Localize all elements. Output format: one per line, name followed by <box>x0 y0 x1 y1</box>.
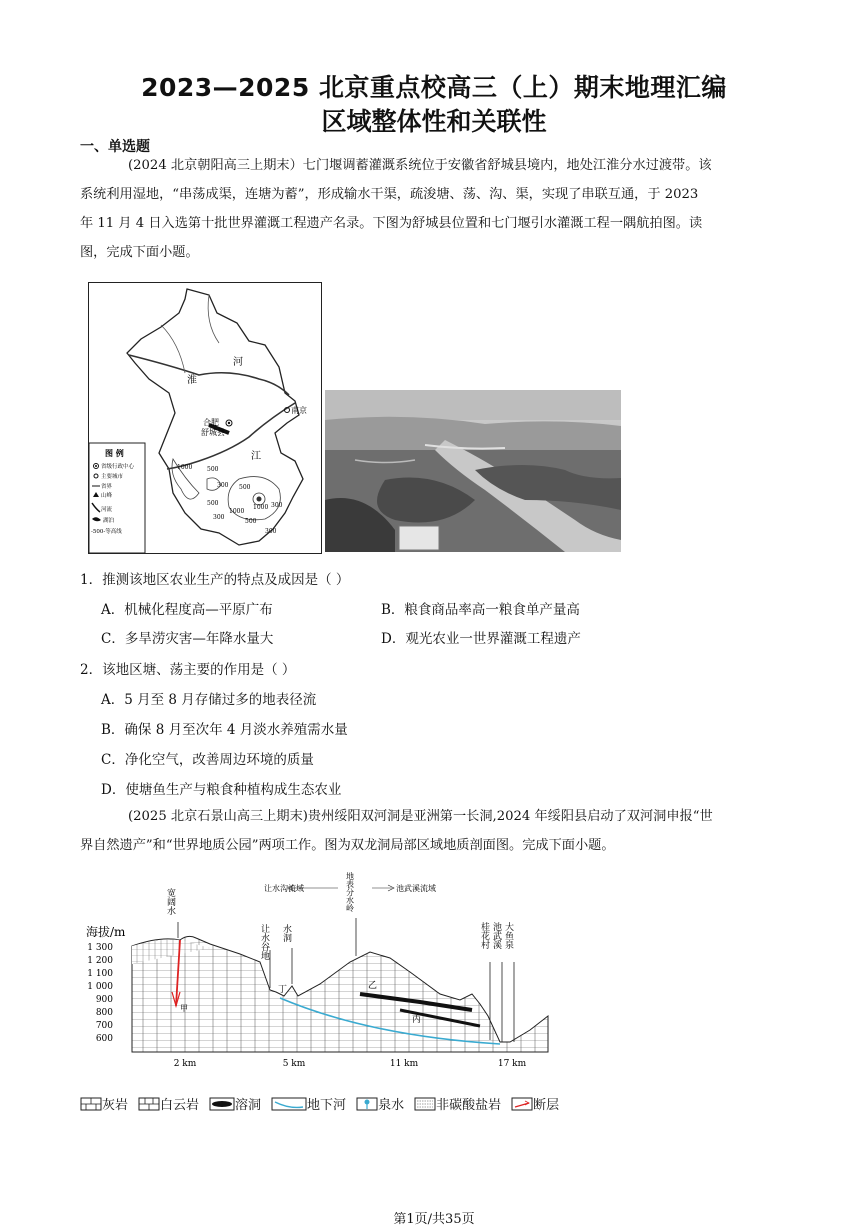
contour-label: 1000 <box>177 464 193 471</box>
legend-item: 省级行政中心 <box>101 464 135 470</box>
contour-label: 300 <box>213 514 225 521</box>
y-tick: 1 300 <box>87 943 113 953</box>
rangshui-valley-label: 让水谷地 <box>259 924 269 960</box>
jiang-label: 江 <box>251 451 261 462</box>
map-legend <box>89 443 145 553</box>
legend-item: 河流 <box>101 507 113 513</box>
anhui-map <box>88 282 322 554</box>
contour-label: 500 <box>207 466 219 473</box>
y-tick: 700 <box>95 1021 113 1031</box>
passage-2-line: 界自然遗产”和“世界地质公园”两项工作。图为双龙洞局部区域地质剖面图。完成下面小题。 <box>80 838 615 853</box>
y-tick: 1 000 <box>87 982 113 992</box>
y-tick: 600 <box>95 1034 113 1044</box>
legend-dolomite-label: 白云岩 <box>160 1098 200 1113</box>
contour-label: 500 <box>245 518 257 525</box>
question-1-option-b: B．粮食商品率高一粮食单产量高 <box>381 602 580 618</box>
x-tick: 5 km <box>282 1059 306 1069</box>
section-heading: 一、单选题 <box>80 139 150 155</box>
legend-fault <box>511 1094 559 1113</box>
legend-underground-river <box>271 1094 346 1113</box>
contour-label: 500 <box>207 500 219 507</box>
cave-icon <box>209 1097 235 1111</box>
question-2-option-c: C．净化空气，改善周边环境的质量 <box>101 752 314 768</box>
nanjing-label: 南京 <box>291 406 307 415</box>
legend-limestone <box>80 1094 128 1113</box>
page-subtitle: 区域整体性和关联性 <box>321 107 547 136</box>
question-2-option-d: D．使塘鱼生产与粮食种植构成生态农业 <box>101 782 342 798</box>
legend-item: -500-等高线 <box>91 529 122 535</box>
profile-legend <box>80 1094 565 1113</box>
geologic-profile-svg <box>80 866 560 1076</box>
hefei-label: 合肥 <box>203 418 219 427</box>
noncarbonate-icon <box>414 1097 436 1111</box>
he-label: 河 <box>233 357 243 368</box>
legend-noncarb-label: 非碳酸盐岩 <box>436 1098 502 1113</box>
y-tick: 1 200 <box>87 956 113 966</box>
legend-dolomite <box>138 1094 199 1113</box>
y-axis-label: 海拔/m <box>86 925 126 939</box>
passage-1-line: (2024 北京朝阳高三上期末）七门堰调蓄灌溉系统位于安徽省舒城县境内，地处江淮分水过渡带。该 <box>128 158 712 173</box>
legend-cave-label: 溶洞 <box>235 1098 262 1113</box>
bing-label: 丙 <box>412 1015 422 1025</box>
legend-fault-label: 断层 <box>533 1098 560 1113</box>
x-tick: 11 km <box>389 1059 419 1069</box>
passage-1-line: 系统利用湿地，“串荡成渠，连塘为蓄”，形成输水干渠，疏浚塘、荡、沟、渠，实现了串联互通，于 2023 <box>80 187 699 202</box>
shuidong-label: 水洞 <box>281 924 291 942</box>
legend-item: 湖泊 <box>103 518 115 524</box>
question-1-option-c: C．多旱涝灾害—年降水量大 <box>101 631 274 647</box>
underground-river-icon <box>271 1097 307 1111</box>
shucheng-label: 舒城县 <box>201 428 225 437</box>
legend-limestone-label: 灰岩 <box>102 1098 129 1113</box>
legend-spring <box>356 1094 404 1113</box>
passage-1 <box>80 151 792 267</box>
spring-icon <box>356 1097 378 1111</box>
aerial-photo-svg <box>325 390 621 552</box>
passage-2-line: (2025 北京石景山高三上期末)贵州绥阳双河洞是亚洲第一长洞,2024 年绥阳县启动了双河洞申报“世 <box>128 809 713 824</box>
page-title: 2023—2025 北京重点校高三（上）期末地理汇编 <box>141 73 727 102</box>
question-2-option-a: A．5 月至 8 月存储过多的地表径流 <box>101 692 317 708</box>
contour-label: 300 <box>265 528 277 535</box>
legend-spring-label: 泉水 <box>378 1098 405 1113</box>
dayuquan-label: 大鱼泉 <box>503 922 513 949</box>
x-tick: 2 km <box>173 1059 197 1069</box>
divide-label: 地表分水岭 <box>345 872 355 912</box>
chiwuxi-label: 池武溪 <box>491 922 501 949</box>
question-1-option-d: D．观光农业一世界灌溉工程遗产 <box>381 631 581 647</box>
fault-icon <box>511 1097 533 1111</box>
jia-label: 甲 <box>180 1004 188 1013</box>
question-1-stem: 1．推测该地区农业生产的特点及成因是（ ） <box>80 572 350 588</box>
huai-label: 淮 <box>187 375 197 386</box>
legend-river-label: 地下河 <box>307 1098 347 1113</box>
contour-label: 300 <box>217 482 229 489</box>
contour-label: 1000 <box>229 508 245 515</box>
dolomite-icon <box>138 1097 160 1111</box>
yi-label: 乙 <box>368 981 378 991</box>
passage-1-line: 年 11 月 4 日入选第十批世界灌溉工程遗产名录。下图为舒城县位置和七门堰引水灌溉工程一隅航拍图。读 <box>80 216 703 231</box>
anhui-map-svg <box>89 283 321 553</box>
chiwu-basin-label: 池武溪流域 <box>396 884 436 893</box>
contour-label: 500 <box>239 484 251 491</box>
y-tick: 1 100 <box>87 969 113 979</box>
y-tick: 900 <box>95 995 113 1005</box>
legend-noncarbonate <box>414 1094 501 1113</box>
geologic-profile <box>80 866 560 1076</box>
kuankuoshui-label: 宽阔水 <box>165 888 175 915</box>
legend-item: 省界 <box>101 484 113 490</box>
question-2-option-b: B．确保 8 月至次年 4 月淡水养殖需水量 <box>101 722 348 738</box>
page-footer: 第1页/共35页 <box>393 1212 475 1227</box>
y-tick: 800 <box>95 1008 113 1018</box>
question-2-stem: 2．该地区塘、荡主要的作用是（ ） <box>80 662 296 678</box>
contour-label: 300 <box>271 502 283 509</box>
ding-label: 丁 <box>278 985 288 995</box>
rangshui-basin-label: 让水沟流域 <box>264 884 304 893</box>
legend-item: 山峰 <box>101 493 113 499</box>
legend-cave <box>209 1094 261 1113</box>
guihua-label: 桂花村 <box>479 922 489 949</box>
x-tick: 17 km <box>497 1059 527 1069</box>
passage-1-line: 图，完成下面小题。 <box>80 245 199 260</box>
contour-label: 1000 <box>253 504 269 511</box>
legend-title: 图 例 <box>105 448 124 458</box>
legend-item: 主要城市 <box>101 474 124 480</box>
passage-2 <box>80 802 792 860</box>
question-1-option-a: A．机械化程度高—平原广布 <box>101 602 273 618</box>
aerial-photo <box>325 390 621 552</box>
limestone-icon <box>80 1097 102 1111</box>
